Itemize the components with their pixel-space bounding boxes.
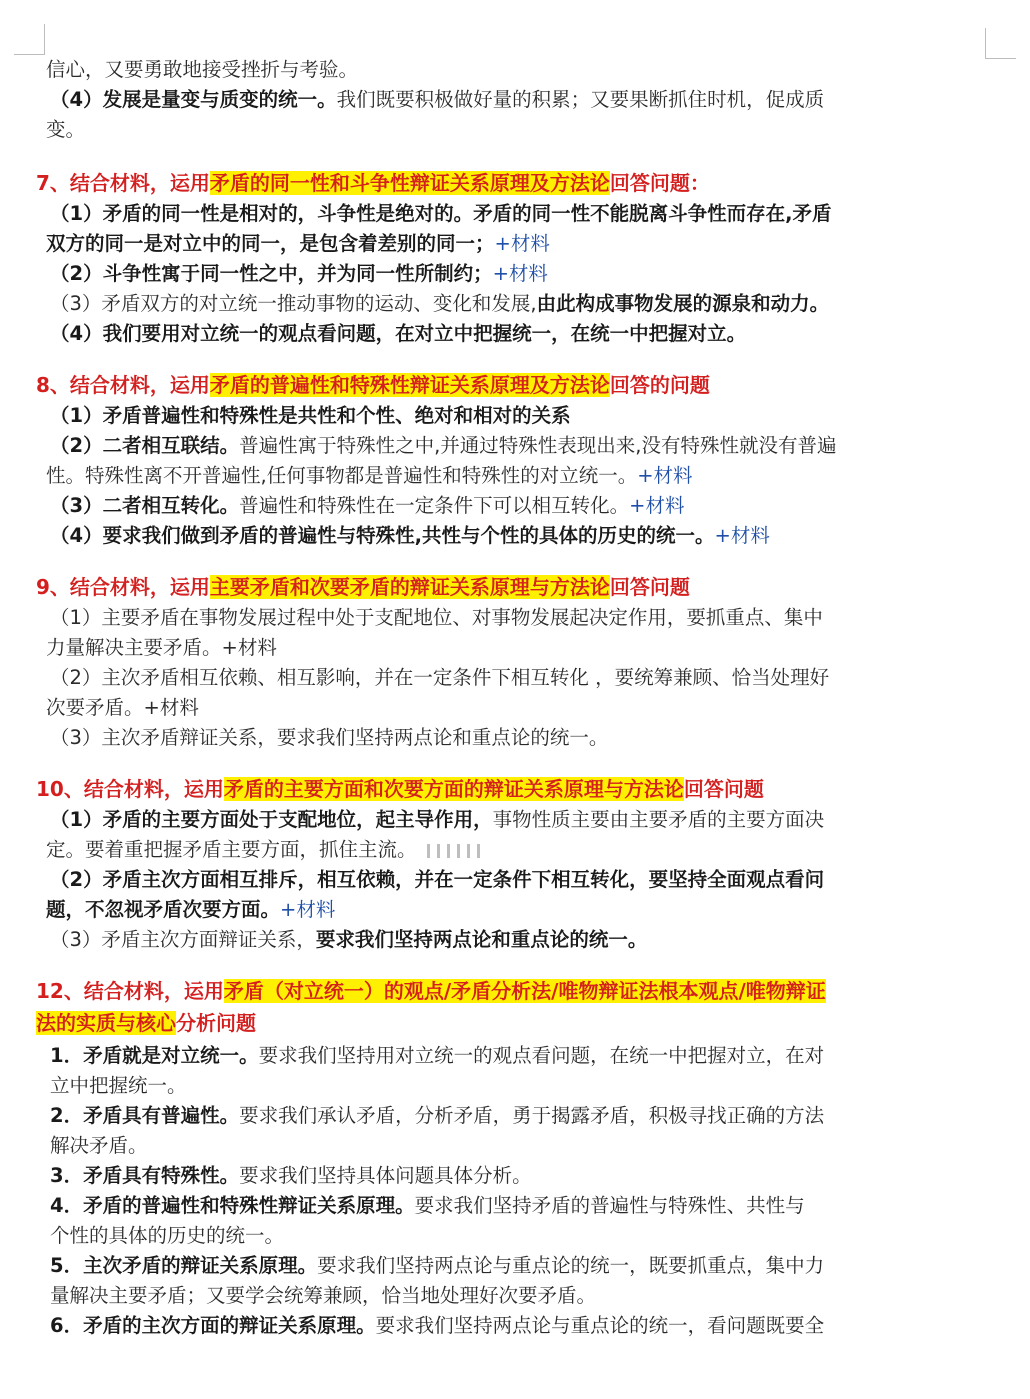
paragraph-line: 题，不忽视矛盾次要方面。+材料 [46, 898, 336, 921]
paragraph-line: （2）二者相互联结。普遍性寓于特殊性之中,并通过特殊性表现出来,没有特殊性就没有普遍 [50, 434, 837, 457]
paragraph-line: 性。特殊性离不开普遍性,任何事物都是普遍性和特殊性的对立统一。+材料 [46, 464, 693, 487]
paragraph-line: 双方的同一是对立中的同一，是包含着差别的同一；+材料 [46, 232, 550, 255]
paragraph-line: （1）主要矛盾在事物发展过程中处于支配地位、对事物发展起决定作用，要抓重点、集中 [50, 606, 823, 629]
paragraph-line: （3）矛盾双方的对立统一推动事物的运动、变化和发展,由此构成事物发展的源泉和动力。 [50, 292, 830, 315]
paragraph-line: （4）我们要用对立统一的观点看问题，在对立中把握统一，在统一中把握对立。 [50, 322, 747, 345]
material-tag: +材料 [280, 898, 336, 921]
section-9-heading: 9、结合材料，运用主要矛盾和次要矛盾的辩证关系原理与方法论回答问题 [36, 575, 690, 599]
document-body [36, 55, 986, 1341]
paragraph-line: （3）主次矛盾辩证关系，要求我们坚持两点论和重点论的统一。 [50, 726, 609, 749]
section-12-heading: 12、结合材料，运用矛盾（对立统一）的观点/矛盾分析法/唯物辩证法根本观点/唯物辩证 [36, 979, 826, 1003]
paragraph-line: （2）主次矛盾相互依赖、相互影响，并在一定条件下相互转化 ，要统筹兼顾、恰当处理好 [50, 666, 830, 689]
material-tag: +材料 [494, 232, 550, 255]
section-10-heading: 10、结合材料，运用矛盾的主要方面和次要方面的辩证关系原理与方法论回答问题 [36, 777, 764, 801]
paragraph-line: （1）矛盾的主要方面处于支配地位，起主导作用，事物性质主要由主要矛盾的主要方面决 [50, 808, 825, 831]
paragraph-line: （1）矛盾普遍性和特殊性是共性和个性、绝对和相对的关系 [50, 404, 571, 427]
crop-mark-right [985, 28, 1016, 59]
section-8-heading: 8、结合材料，运用矛盾的普遍性和特殊性辩证关系原理及方法论回答的问题 [36, 373, 710, 397]
section-7-heading: 7、结合材料，运用矛盾的同一性和斗争性辩证关系原理及方法论回答问题： [36, 171, 710, 195]
paragraph-line: （3）二者相互转化。普遍性和特殊性在一定条件下可以相互转化。+材料 [50, 494, 685, 517]
list-item: 1．矛盾就是对立统一。要求我们坚持用对立统一的观点看问题，在统一中把握对立，在对 [50, 1044, 825, 1067]
paragraph-line: （2）矛盾主次方面相互排斥，相互依赖，并在一定条件下相互转化，要坚持全面观点看问 [50, 868, 825, 891]
list-item: 3．矛盾具有特殊性。要求我们坚持具体问题具体分析。 [50, 1164, 532, 1187]
material-tag: +材料 [492, 262, 548, 285]
paragraph-line: （4）要求我们做到矛盾的普遍性与特殊性,共性与个性的具体的历史的统一。+材料 [50, 524, 770, 547]
section-12-heading-cont: 法的实质与核心分析问题 [36, 1011, 256, 1035]
material-tag: +材料 [714, 524, 770, 547]
list-item-cont: 量解决主要矛盾；又要学会统筹兼顾，恰当地处理好次要矛盾。 [50, 1284, 597, 1307]
paragraph-line: 次要矛盾。+材料 [46, 696, 199, 719]
watermark-mark [423, 840, 493, 862]
list-item: 4．矛盾的普遍性和特殊性辩证关系原理。要求我们坚持矛盾的普遍性与特殊性、共性与 [50, 1194, 805, 1217]
list-item-cont: 个性的具体的历史的统一。 [50, 1224, 285, 1247]
paragraph-line: （1）矛盾的同一性是相对的，斗争性是绝对的。矛盾的同一性不能脱离斗争性而存在,矛盾 [50, 202, 832, 225]
list-item-cont: 立中把握统一。 [50, 1074, 187, 1097]
material-tag: +材料 [629, 494, 685, 517]
paragraph-line: 信心，又要勇敢地接受挫折与考验。 [46, 58, 359, 81]
list-item: 6．矛盾的主次方面的辩证关系原理。要求我们坚持两点论与重点论的统一，看问题既要全 [50, 1314, 825, 1337]
material-tag: +材料 [637, 464, 693, 487]
list-item: 5．主次矛盾的辩证关系原理。要求我们坚持两点论与重点论的统一，既要抓重点，集中力 [50, 1254, 825, 1277]
paragraph-line: 变。 [46, 118, 86, 141]
crop-mark-left [14, 24, 45, 55]
paragraph-line: 力量解决主要矛盾。+材料 [46, 636, 277, 659]
paragraph-line: （3）矛盾主次方面辩证关系，要求我们坚持两点论和重点论的统一。 [50, 928, 648, 951]
paragraph-line: 定。要着重把握矛盾主要方面，抓住主流。 [36, 835, 986, 865]
paragraph-line: （2）斗争性寓于同一性之中，并为同一性所制约；+材料 [50, 262, 548, 285]
list-item-cont: 解决矛盾。 [50, 1134, 148, 1157]
paragraph-line: （4）发展是量变与质变的统一。我们既要积极做好量的积累；又要果断抓住时机，促成质 [50, 88, 825, 111]
list-item: 2．矛盾具有普遍性。要求我们承认矛盾，分析矛盾，勇于揭露矛盾，积极寻找正确的方法 [50, 1104, 825, 1127]
